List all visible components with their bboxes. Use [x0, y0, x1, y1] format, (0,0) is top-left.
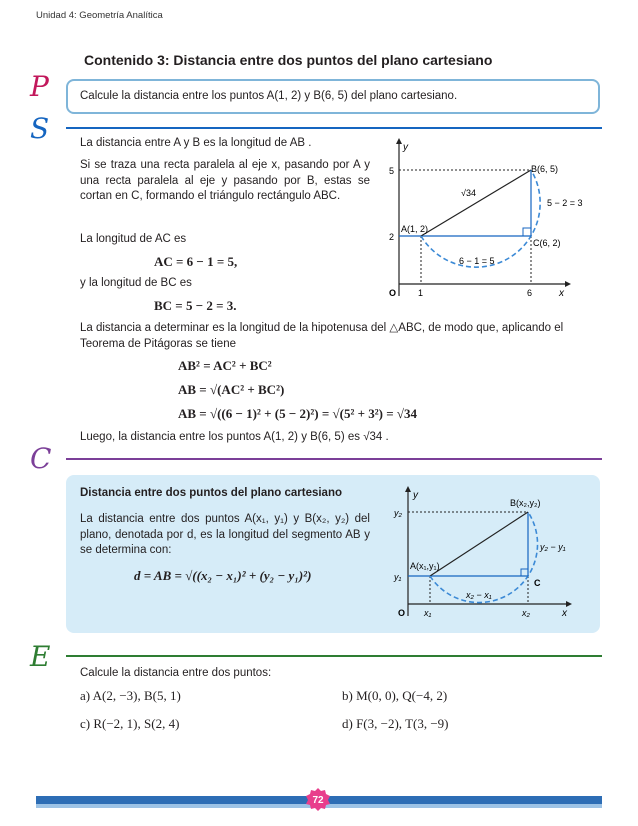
equation-2: AB = √(AC² + BC²): [178, 382, 285, 397]
equation-ac: AC = 6 − 1 = 5,: [154, 254, 238, 269]
solution-p5: La distancia a determinar es la longitud de la hipotenusa del △ABC, de modo que, aplicando el Teorema de Pitágoras se tiene: [80, 322, 564, 350]
equation-3: AB = √((6 − 1)² + (5 − 2)²) = √(5² + 3²) = √34: [178, 406, 418, 421]
label-horizontal: 6 − 1 = 5: [459, 256, 495, 266]
equation-bc: BC = 5 − 2 = 3.: [154, 298, 237, 313]
exercise-a: a) A(2, −3), B(5, 1): [80, 688, 181, 703]
segment-ab: [421, 170, 531, 236]
section-letter-e: E: [30, 640, 51, 673]
arc-hypotenuse: [421, 170, 540, 267]
solution-p1: La distancia entre A y B es la longitud de AB .: [80, 137, 312, 149]
page-number-badge: [305, 787, 331, 811]
label-vertical: 5 − 2 = 3: [547, 198, 583, 208]
coordinate-graph-1: [375, 136, 583, 301]
problem-box: [66, 79, 600, 114]
exercise-d: d) F(3, −2), T(3, −9): [342, 716, 449, 731]
solution-p3: La longitud de AC es: [80, 233, 187, 245]
arc-hypotenuse: [430, 512, 538, 603]
label-point-b: B(x₂,y₂): [510, 498, 541, 508]
label-y: y: [403, 142, 408, 153]
right-angle-marker: [523, 228, 531, 236]
page-number: 72: [312, 795, 324, 806]
segment-ab: [430, 512, 528, 576]
problem-text: Calcule la distancia entre los puntos A(1, 2) y B(6, 5) del plano cartesiano.: [80, 90, 458, 102]
right-angle-marker: [521, 569, 528, 576]
divider-s: [66, 127, 602, 129]
y-axis-arrow: [405, 486, 411, 492]
label-origin: O: [389, 288, 397, 298]
tick-x-1: 1: [418, 288, 424, 298]
tick-x-6: 6: [527, 288, 533, 298]
formula-equation: d = AB = √((x₂ − x₁)² + (y₂ − y₁)²): [134, 568, 312, 583]
unit-header: Unidad 4: Geometría Analítica: [36, 10, 163, 21]
label-origin: O: [398, 608, 406, 618]
exercise-b: b) M(0, 0), Q(−4, 2): [342, 688, 448, 703]
solution-p4: y la longitud de BC es: [80, 277, 192, 289]
equation-1: AB² = AC² + BC²: [178, 358, 272, 373]
label-point-c: C(6, 2): [533, 238, 561, 248]
solution-conclusion: Luego, la distancia entre los puntos A(1, 2) y B(6, 5) es √34 .: [80, 431, 389, 443]
label-horizontal: x₂ − x₁: [466, 590, 492, 600]
tick-y-2: y₂: [394, 508, 402, 518]
tick-y-1: y₁: [394, 572, 402, 582]
page-title: Contenido 3: Distancia entre dos puntos del plano cartesiano: [84, 52, 493, 68]
tick-y-2: 2: [389, 232, 395, 242]
label-x: x: [559, 288, 564, 299]
label-point-c: C: [534, 578, 541, 588]
section-letter-s: S: [30, 112, 50, 145]
tick-y-5: 5: [389, 166, 395, 176]
tick-x-2: x₂: [522, 608, 530, 618]
formula-text: La distancia entre dos puntos A(x₁, y₁) y B(x₂, y₂) del plano, denotada por d, es la longitud del segmento AB y se determina con:: [80, 513, 370, 556]
exercise-prompt: Calcule la distancia entre dos puntos:: [80, 667, 272, 679]
y-axis-arrow: [396, 138, 402, 144]
section-letter-c: C: [30, 442, 52, 475]
label-point-b: B(6, 5): [531, 164, 559, 174]
x-axis-arrow: [566, 601, 572, 607]
label-y: y: [413, 490, 418, 501]
solution-p2: Si se traza una recta paralela al eje x, pasando por A y una recta paralela al eje y pasando por B, estas se cortan en C, formando el triángulo rectángulo ABC.: [80, 159, 370, 202]
coordinate-graph-2: [380, 484, 580, 624]
divider-c: [66, 458, 602, 460]
label-point-a: A(1, 2): [401, 224, 429, 234]
label-vertical: y₂ − y₁: [540, 542, 566, 552]
label-point-a: A(x₁,y₁): [410, 561, 440, 571]
tick-x-1: x₁: [424, 608, 432, 618]
formula-heading: Distancia entre dos puntos del plano cartesiano: [80, 487, 343, 499]
x-axis-arrow: [565, 281, 571, 287]
label-hypotenuse: √34: [461, 188, 476, 198]
exercise-c: c) R(−2, 1), S(2, 4): [80, 716, 180, 731]
divider-e: [66, 655, 602, 657]
section-letter-p: P: [30, 70, 49, 103]
label-x: x: [562, 608, 567, 619]
